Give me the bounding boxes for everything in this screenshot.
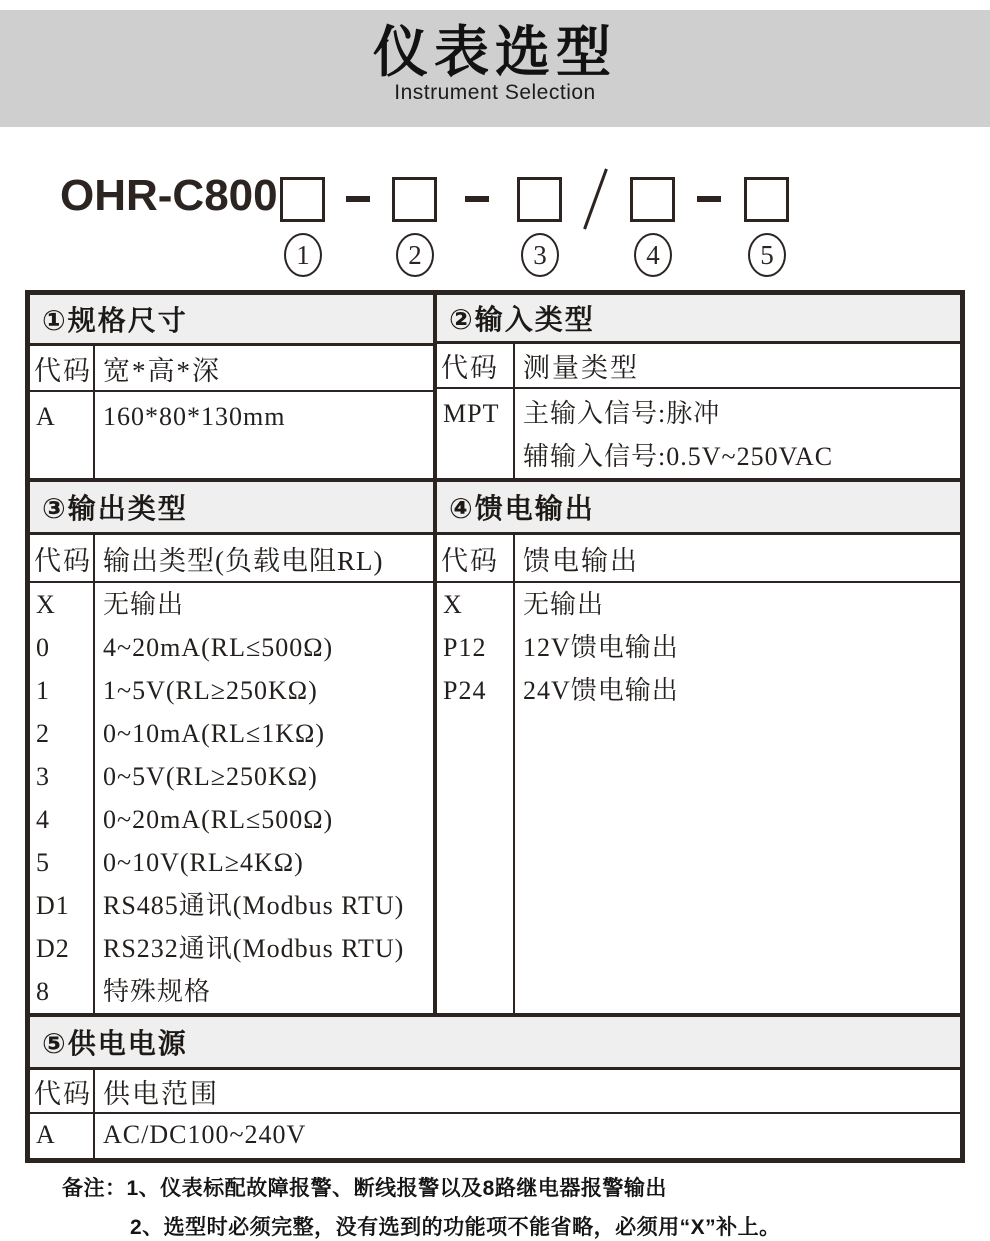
desc-value: 0~10mA(RL≤1KΩ) [103,719,325,748]
position-number-2: 2 [396,233,434,277]
section-power-title: ⑤供电电源 [30,1017,960,1070]
desc-value: 主输入信号:脉冲 [523,399,721,428]
model-prefix: OHR-C800 [60,171,278,220]
dash-separator [346,196,370,202]
section-feed-title: ④馈电输出 [437,482,960,535]
code-value: 0 [36,633,50,662]
code-value: X [36,590,56,619]
footer-notes [62,1172,972,1241]
desc-value: RS232通讯(Modbus RTU) [103,934,405,963]
section-size-title: ①规格尺寸 [30,295,433,346]
desc-value: 辅输入信号:0.5V~250VAC [523,442,834,471]
dash-separator [465,196,489,202]
code-value: P24 [443,676,487,705]
section-size [30,295,437,478]
position-number-4: 4 [634,233,672,277]
column-header-desc: 馈电输出 [523,545,639,576]
column-header-code: 代码 [30,535,95,581]
column-header-desc: 测量类型 [523,353,639,384]
section-input-title: ②输入类型 [437,295,960,344]
code-value: P12 [443,633,487,662]
section-output-title: ③输出类型 [30,482,433,535]
code-value: MPT [443,399,500,428]
section-output-body [30,583,433,1013]
selection-table [25,290,965,1163]
section-input-header-row [437,344,960,389]
code-value: 8 [36,977,50,1006]
table-band-1 [30,295,960,478]
column-header-code: 代码 [30,346,95,390]
note-label: 备注： [62,1177,127,1200]
note-line-2: 2、选型时必须完整，没有选到的功能项不能省略，必须用“X”补上。 [130,1216,781,1239]
section-size-body [30,392,433,478]
code-box-2 [392,177,437,222]
desc-value: 无输出 [103,590,185,619]
code-value: 3 [36,762,50,791]
section-power-body [30,1114,960,1158]
code-value: A [36,402,56,431]
column-header-desc: 宽*高*深 [103,355,221,386]
position-number-1: 1 [284,233,322,277]
desc-value: 特殊规格 [103,977,212,1006]
desc-value: AC/DC100~240V [103,1120,307,1149]
desc-value: 24V馈电输出 [523,676,679,705]
section-size-header-row [30,346,433,392]
dash-separator [697,196,721,202]
code-value: D2 [36,934,70,963]
code-value: D1 [36,891,70,920]
column-header-code: 代码 [30,1070,95,1112]
page-subtitle: Instrument Selection [394,81,596,104]
section-input-body [437,389,960,478]
section-input-type [437,295,960,478]
section-feed-body [437,583,960,1013]
code-value: X [443,590,463,619]
desc-value: 12V馈电输出 [523,633,679,662]
position-number-5: 5 [748,233,786,277]
note-text-1: 1、仪表标配故障报警、断线报警以及8路继电器报警输出 [126,1177,667,1200]
column-header-code: 代码 [437,344,515,387]
section-output-header-row [30,535,433,583]
section-feed-output [437,482,960,1013]
desc-value: RS485通讯(Modbus RTU) [103,891,405,920]
desc-value: 160*80*130mm [103,402,286,431]
column-header-desc: 供电范围 [103,1078,219,1109]
code-value: 5 [36,848,50,877]
desc-value: 1~5V(RL≥250KΩ) [103,676,318,705]
section-feed-header-row [437,535,960,583]
model-code-row [0,169,990,281]
page-banner [0,10,990,127]
code-value: 1 [36,676,50,705]
slash-separator [583,168,608,229]
section-power-header-row [30,1070,960,1114]
code-box-1 [280,177,325,222]
desc-value: 4~20mA(RL≤500Ω) [103,633,334,662]
column-header-desc: 输出类型(负载电阻RL) [103,545,384,576]
code-box-5 [744,177,789,222]
code-box-3 [517,177,562,222]
section-power-supply [30,1013,960,1158]
column-header-code: 代码 [437,535,515,581]
desc-value: 0~10V(RL≥4KΩ) [103,848,304,877]
page-title: 仪表选型 [372,21,617,83]
desc-value: 0~5V(RL≥250KΩ) [103,762,318,791]
desc-value: 0~20mA(RL≤500Ω) [103,805,334,834]
desc-value: 无输出 [523,590,605,619]
code-value: 4 [36,805,50,834]
position-number-3: 3 [521,233,559,277]
table-band-2 [30,478,960,1013]
note-line-1 [62,1172,972,1202]
code-box-4 [630,177,675,222]
section-output-type [30,482,437,1013]
code-value: A [36,1120,56,1149]
code-value: 2 [36,719,50,748]
